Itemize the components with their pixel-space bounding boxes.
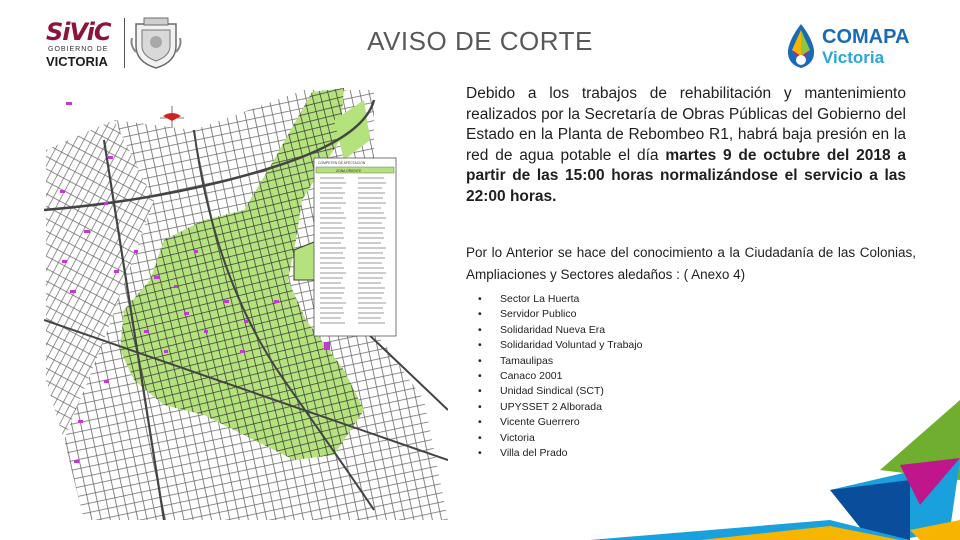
sivic-gobierno-text: GOBIERNO DE <box>48 46 109 53</box>
decorative-corner-shapes <box>580 340 960 540</box>
notice-text: Debido a los trabajos de rehabilitación y mantenimiento realizados por la Secretaría de Obras Públicas del Gobierno del Estado en la Planta de Rebombeo R1, habrá baja presión en la red de agua potable el día <box>466 85 906 164</box>
logo-divider <box>124 18 125 68</box>
list-item: • UPYSSET 2 Alborada <box>478 400 642 415</box>
comapa-name-text: COMAPA <box>822 26 910 48</box>
colonias-intro: Por lo Anterior se hace del conocimiento a la Ciudadanía de las Colonias, Ampliaciones y Sectores aledaños : ( Anexo 4) <box>466 245 916 282</box>
notice-date-time: martes 9 de octubre del 2018 a partir de las 15:00 horas normalizándose el servicio a las 22:00 horas. <box>466 146 907 205</box>
list-item: • Vicente Guerrero <box>478 415 642 430</box>
list-item: • Unidad Sindical (SCT) <box>478 384 642 399</box>
list-item: • Villa del Prado <box>478 446 642 461</box>
north-arrow-icon <box>160 106 184 128</box>
map-legend-title: COMPETEN DE AFECTACION <box>318 161 366 165</box>
list-item: • Victoria <box>478 431 642 446</box>
notice-paragraph <box>466 84 906 207</box>
list-item: • Solidaridad Voluntad y Trabajo <box>478 338 642 353</box>
sivic-city-text: VICTORIA <box>46 54 108 69</box>
comapa-victoria-logo <box>782 22 922 74</box>
sivic-brand-text: SiViC <box>46 18 111 46</box>
affected-area-map <box>44 80 448 520</box>
comapa-drop-flame-icon <box>782 22 820 70</box>
list-item: • Canaco 2001 <box>478 369 642 384</box>
list-item: • Solidaridad Nueva Era <box>478 323 642 338</box>
map-legend <box>314 158 396 336</box>
page-title: AVISO DE CORTE <box>367 26 593 56</box>
list-item: • Sector La Huerta <box>478 292 642 307</box>
map-legend-subtitle: ZONA ORIENTE <box>336 169 362 173</box>
comapa-city-text: Victoria <box>822 48 885 67</box>
city-crest-icon <box>130 16 182 70</box>
sivic-victoria-logo <box>42 14 192 70</box>
list-item: • Tamaulipas <box>478 354 642 369</box>
list-item: • Servidor Publico <box>478 307 642 322</box>
